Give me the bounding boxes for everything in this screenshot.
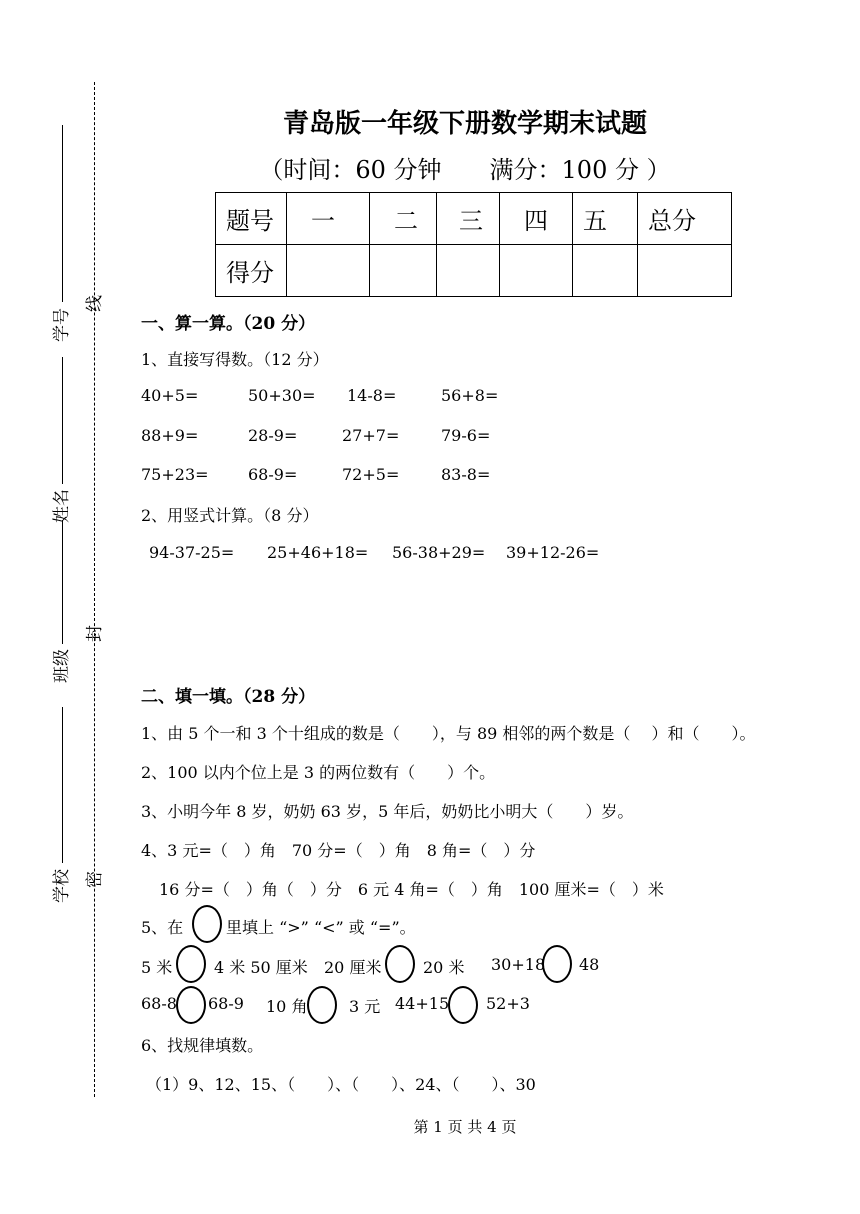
compare-left: 20 厘米 bbox=[324, 958, 382, 977]
calc-item: 14-8= bbox=[347, 386, 397, 405]
calc-item: 40+5= bbox=[141, 386, 199, 405]
margin-label-student-id: 学号 bbox=[52, 308, 72, 342]
compare-left: 44+15 bbox=[395, 994, 450, 1013]
compare-circle[interactable] bbox=[385, 945, 415, 983]
seal-mark-secret: 密 bbox=[85, 871, 105, 888]
compare-circle[interactable] bbox=[448, 986, 478, 1024]
score-input-cell[interactable] bbox=[638, 245, 732, 297]
compare-right: 52+3 bbox=[486, 994, 530, 1013]
section2-q5-prefix: 5、在 bbox=[141, 918, 184, 937]
margin-label-class: 班级 bbox=[52, 649, 72, 683]
score-table-header-row bbox=[216, 193, 732, 245]
calc-item: 27+7= bbox=[342, 426, 400, 445]
section2-q5-suffix: 里填上 “>” “<” 或 “=”。 bbox=[226, 918, 416, 937]
vertical-calc-item: 39+12-26= bbox=[506, 543, 600, 562]
page-footer: 第 1 页 共 4 页 bbox=[413, 1118, 517, 1136]
score-row-label: 得分 bbox=[216, 245, 287, 297]
seal-mark-line: 线 bbox=[85, 295, 105, 312]
score-header-cell: 五 bbox=[573, 193, 638, 245]
score-header-cell: 三 bbox=[437, 193, 500, 245]
section2-q6-title: 6、找规律填数。 bbox=[141, 1036, 264, 1055]
calc-item: 50+30= bbox=[248, 386, 316, 405]
compare-circle[interactable] bbox=[307, 986, 337, 1024]
compare-right: 3 元 bbox=[349, 997, 381, 1016]
compare-circle[interactable] bbox=[542, 945, 572, 983]
score-header-cell: 二 bbox=[370, 193, 437, 245]
section2-q2: 2、100 以内个位上是 3 的两位数有（ ）个。 bbox=[141, 763, 496, 782]
score-input-cell[interactable] bbox=[437, 245, 500, 297]
score-input-cell[interactable] bbox=[573, 245, 638, 297]
binding-dashed-line bbox=[94, 82, 95, 1097]
name-underline bbox=[62, 357, 63, 484]
compare-right: 4 米 50 厘米 bbox=[214, 958, 308, 977]
compare-circle-example bbox=[192, 905, 222, 943]
calc-item: 88+9= bbox=[141, 426, 199, 445]
vertical-calc-item: 56-38+29= bbox=[392, 543, 486, 562]
class-underline bbox=[62, 520, 63, 644]
section1-q1-title: 1、直接写得数。（12 分） bbox=[141, 350, 329, 369]
score-table-score-row bbox=[216, 245, 732, 297]
section1-title: 一、算一算。（20 分） bbox=[141, 314, 316, 334]
calc-item: 68-9= bbox=[248, 465, 298, 484]
section1-q2-title: 2、用竖式计算。（8 分） bbox=[141, 506, 319, 525]
section2-q4a: 4、3 元=（ ）角 70 分=（ ）角 8 角=（ ）分 bbox=[141, 841, 536, 860]
score-header-cell: 总分 bbox=[638, 193, 732, 245]
score-input-cell[interactable] bbox=[287, 245, 370, 297]
score-input-cell[interactable] bbox=[370, 245, 437, 297]
calc-item: 83-8= bbox=[441, 465, 491, 484]
score-header-cell: 一 bbox=[287, 193, 370, 245]
compare-left: 30+18 bbox=[491, 955, 546, 974]
section2-q1: 1、由 5 个一和 3 个十组成的数是（ ），与 89 相邻的两个数是（ ）和（ ）。 bbox=[141, 724, 756, 743]
compare-left: 5 米 bbox=[141, 958, 173, 977]
margin-label-name: 姓名 bbox=[52, 489, 72, 523]
compare-left: 68-8 bbox=[141, 994, 177, 1013]
score-header-cell: 题号 bbox=[216, 193, 287, 245]
section2-q4b: 16 分=（ ）角（ ）分 6 元 4 角=（ ）角 100 厘米=（ ）米 bbox=[159, 880, 664, 899]
score-input-cell[interactable] bbox=[500, 245, 573, 297]
section2-q3: 3、小明今年 8 岁，奶奶 63 岁，5 年后，奶奶比小明大（ ）岁。 bbox=[141, 802, 634, 821]
calc-item: 56+8= bbox=[441, 386, 499, 405]
calc-item: 75+23= bbox=[141, 465, 209, 484]
score-header-cell: 四 bbox=[500, 193, 573, 245]
section2-q6-1: （1）9、12、15、（ ）、（ ）、24、（ ）、30 bbox=[146, 1075, 536, 1094]
compare-circle[interactable] bbox=[176, 945, 206, 983]
vertical-calc-item: 25+46+18= bbox=[267, 543, 369, 562]
page-subtitle: （时间：60 分钟 满分：100 分 ） bbox=[259, 156, 671, 184]
calc-item: 72+5= bbox=[342, 465, 400, 484]
compare-right: 20 米 bbox=[423, 958, 465, 977]
compare-right: 68-9 bbox=[208, 994, 244, 1013]
page-title: 青岛版一年级下册数学期末试题 bbox=[282, 109, 647, 139]
compare-circle[interactable] bbox=[176, 986, 206, 1024]
vertical-calc-item: 94-37-25= bbox=[149, 543, 235, 562]
calc-item: 28-9= bbox=[248, 426, 298, 445]
compare-right: 48 bbox=[579, 955, 600, 974]
score-table bbox=[215, 192, 732, 297]
section2-title: 二、填一填。（28 分） bbox=[141, 687, 316, 707]
school-underline bbox=[62, 707, 63, 863]
margin-label-school: 学校 bbox=[52, 869, 72, 903]
compare-left: 10 角 bbox=[266, 997, 308, 1016]
seal-mark-seal: 封 bbox=[85, 625, 105, 642]
calc-item: 79-6= bbox=[441, 426, 491, 445]
